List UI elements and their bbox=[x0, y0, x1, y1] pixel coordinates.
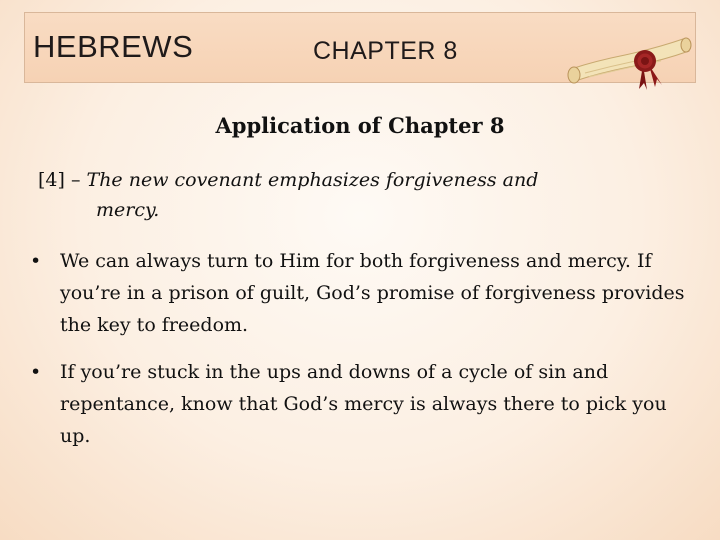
bullet-mark: • bbox=[30, 250, 42, 272]
bullet-item bbox=[30, 356, 690, 452]
chapter-label: CHAPTER 8 bbox=[313, 37, 458, 65]
verse-dash: – bbox=[64, 169, 87, 191]
bullet-mark: • bbox=[30, 361, 42, 383]
scroll-with-wax-seal-icon bbox=[565, 15, 693, 93]
verse-reference: [4] bbox=[38, 169, 65, 191]
slide-heading: Application of Chapter 8 bbox=[215, 113, 505, 138]
bullet-text: If you’re stuck in the ups and downs of a cycle of sin and repentance, know that God’s mercy is always there to pick you up. bbox=[60, 361, 667, 447]
header-bar bbox=[24, 12, 696, 83]
bullet-item bbox=[30, 245, 690, 341]
verse-block bbox=[38, 165, 668, 225]
bullet-text: We can always turn to Him for both forgiveness and mercy. If you’re in a prison of guilt, God’s promise of forgiveness provides the key to freedom. bbox=[60, 250, 685, 336]
verse-text-line-1: The new covenant emphasizes forgiveness and bbox=[86, 169, 539, 191]
book-title: HEBREWS bbox=[33, 29, 194, 64]
verse-text-line-2: mercy. bbox=[96, 199, 160, 221]
